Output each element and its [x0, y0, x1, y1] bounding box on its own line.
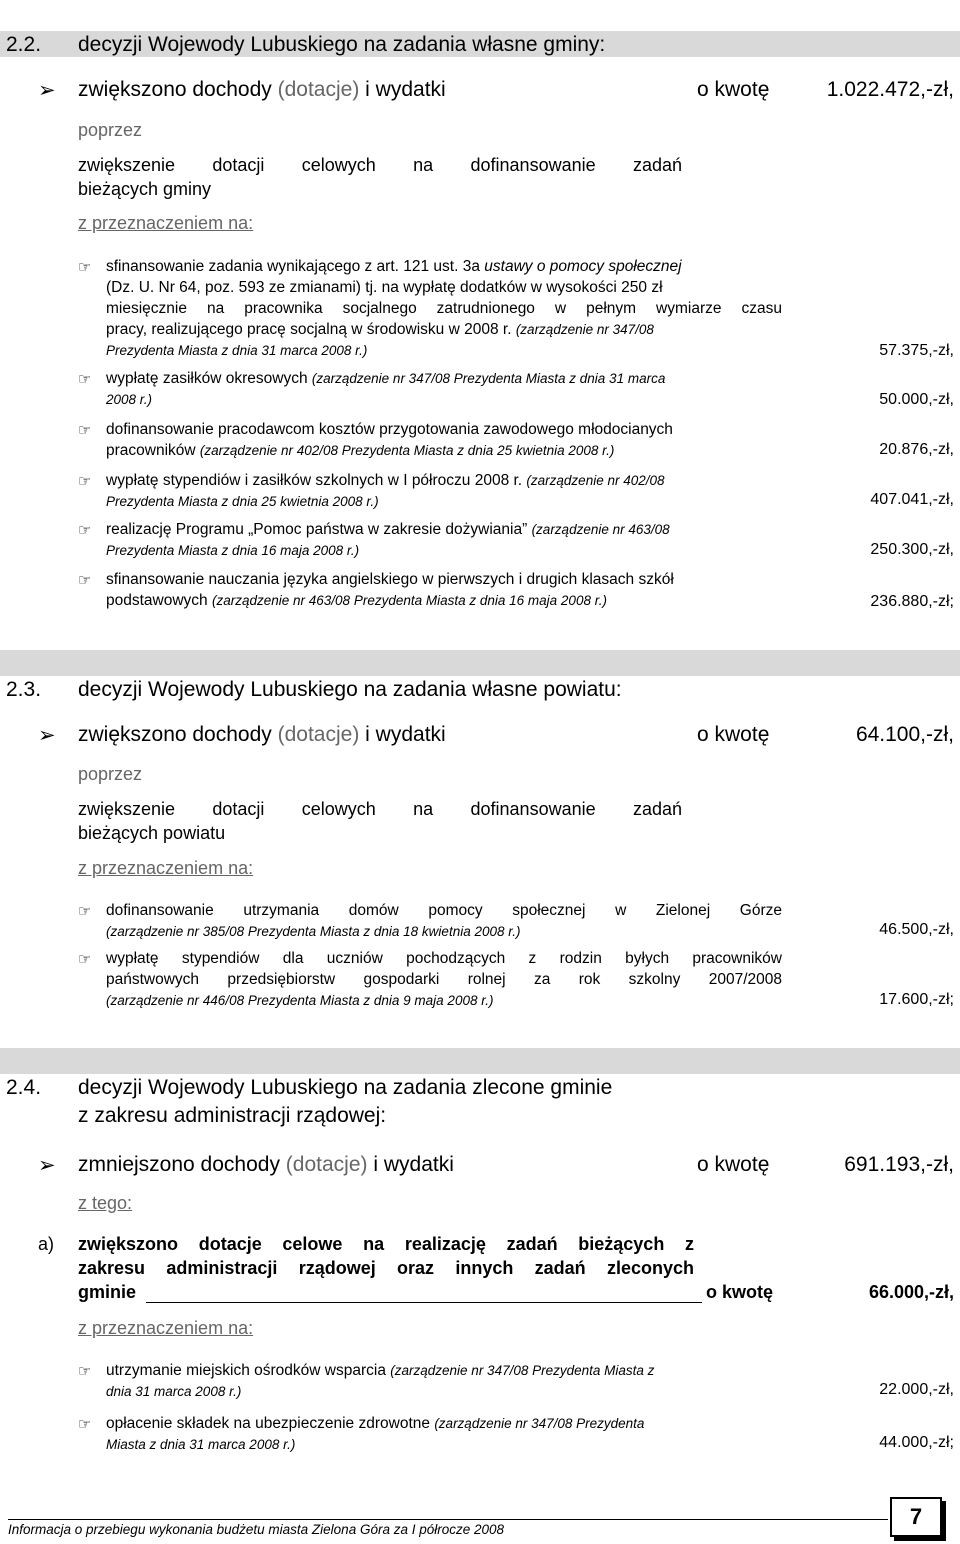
- item-amount: 17.600,-zł;: [879, 991, 954, 1008]
- item-amount: 44.000,-zł;: [879, 1434, 954, 1451]
- total-amount: 1.022.472,-zł,: [826, 78, 954, 101]
- purpose-label: z przeznaczeniem na:: [78, 1318, 254, 1338]
- description-2: bieżących powiatu: [78, 823, 226, 843]
- section-number: 2.4.: [6, 1076, 42, 1099]
- item-amount: 20.876,-zł,: [879, 441, 954, 458]
- poprzez-label: poprzez: [78, 120, 143, 140]
- description: zwiększenie dotacji celowych na dofinansowanie zadań: [78, 799, 682, 819]
- amount-label: o kwotę: [697, 78, 770, 101]
- z-tego-label: z tego:: [78, 1193, 133, 1213]
- footer-text: Informacja o przebiegu wykonania budżetu miasta Zielona Góra za I półrocze 2008: [8, 1522, 505, 1537]
- subitem-text-2: zakresu administracji rządowej oraz innych zadań zleconych: [78, 1258, 694, 1278]
- amount-label: o kwotę: [697, 1153, 770, 1176]
- list-item: opłacenie składek na ubezpieczenie zdrowotne (zarządzenie nr 347/08 Prezydenta Miasta z dnia 31 marca 2008 r.): [106, 1415, 645, 1452]
- item-amount: 57.375,-zł,: [879, 342, 954, 359]
- list-item: realizację Programu „Pomoc państwa w zakresie dożywiania” (zarządzenie nr 463/08 Prezydenta Miasta z dnia 16 maja 2008 r.): [106, 521, 670, 558]
- list-item: wypłatę stypendiów i zasiłków szkolnych w I półroczu 2008 r. (zarządzenie nr 402/08 Prezydenta Miasta z dnia 25 kwietnia 2008 r.): [106, 472, 665, 509]
- description-2: bieżących gminy: [78, 179, 212, 199]
- item-amount: 50.000,-zł,: [879, 391, 954, 408]
- subitem-text-3: gminie: [78, 1282, 137, 1302]
- page-number: 7: [890, 1497, 942, 1537]
- list-item: dofinansowanie utrzymania domów pomocy społecznej w Zielonej Górze (zarządzenie nr 385/08 Prezydenta Miasta z dnia 18 kwietnia 2008 r.): [106, 902, 782, 939]
- item-amount: 46.500,-zł,: [879, 921, 954, 938]
- section-title: decyzji Wojewody Lubuskiego na zadania własne powiatu:: [78, 678, 622, 701]
- total-amount: 691.193,-zł,: [844, 1153, 954, 1176]
- hand-pointer-icon: ☞: [78, 951, 92, 968]
- hand-pointer-icon: ☞: [78, 572, 92, 589]
- section-number: 2.2.: [6, 33, 42, 56]
- bullet-text: zmniejszono dochody (dotacje) i wydatki: [78, 1153, 454, 1176]
- poprzez-label: poprzez: [78, 764, 143, 784]
- hand-pointer-icon: ☞: [78, 1416, 92, 1433]
- bullet-text: zwiększono dochody (dotacje) i wydatki: [78, 723, 446, 746]
- hand-pointer-icon: ☞: [78, 522, 92, 539]
- list-item: sfinansowanie zadania wynikającego z art. 121 ust. 3a ustawy o pomocy społecznej (Dz. U. Nr 64, poz. 593 ze zmianami) tj. na wypłatę dodatków w wysokości 250 zł miesięcznie na pracownika socjalnego zatrudnionego w pełnym wymiarze czasu pracy, realizującego pracę socjalną w środowisku w 2008 r. (zarządzenie nr 347/08 Prezydenta Miasta z dnia 31 marca 2008 r.): [106, 258, 782, 358]
- item-amount: 22.000,-zł,: [879, 1381, 954, 1398]
- list-item: dofinansowanie pracodawcom kosztów przygotowania zawodowego młodocianych pracowników (zarządzenie nr 402/08 Prezydenta Miasta z dnia 25 kwietnia 2008 r.): [106, 421, 673, 459]
- item-amount: 236.880,-zł;: [870, 593, 954, 610]
- fill-line: [146, 1302, 702, 1303]
- section-bar: [0, 1048, 960, 1074]
- item-amount: 407.041,-zł,: [870, 491, 954, 508]
- purpose-label: z przeznaczeniem na:: [78, 213, 254, 233]
- section-title: decyzji Wojewody Lubuskiego na zadania zlecone gminie: [78, 1076, 613, 1099]
- item-letter: a): [38, 1234, 55, 1254]
- subitem-amount: 66.000,-zł,: [868, 1282, 954, 1302]
- subitem-text: zwiększono dotacje celowe na realizację zadań bieżących z: [78, 1234, 694, 1254]
- section-number: 2.3.: [6, 678, 42, 701]
- hand-pointer-icon: ☞: [78, 371, 92, 388]
- hand-pointer-icon: ☞: [78, 903, 92, 920]
- hand-pointer-icon: ☞: [78, 259, 92, 276]
- section-bar: [0, 650, 960, 676]
- list-item: utrzymanie miejskich ośrodków wsparcia (zarządzenie nr 347/08 Prezydenta Miasta z dnia 31 marca 2008 r.): [106, 1362, 655, 1399]
- total-amount: 64.100,-zł,: [855, 723, 954, 746]
- arrow-bullet-icon: ➢: [38, 79, 56, 102]
- arrow-bullet-icon: ➢: [38, 724, 56, 747]
- footer-rule: [8, 1519, 888, 1520]
- list-item: sfinansowanie nauczania języka angielskiego w pierwszych i drugich klasach szkół podstawowych (zarządzenie nr 463/08 Prezydenta Miasta z dnia 16 maja 2008 r.): [106, 571, 674, 609]
- bullet-text: zwiększono dochody (dotacje) i wydatki: [78, 78, 446, 101]
- hand-pointer-icon: ☞: [78, 422, 92, 439]
- section-title-2: z zakresu administracji rządowej:: [78, 1104, 387, 1127]
- amount-label: o kwotę: [706, 1282, 774, 1302]
- list-item: wypłatę zasiłków okresowych (zarządzenie nr 347/08 Prezydenta Miasta z dnia 31 marca 2008 r.): [106, 370, 666, 407]
- purpose-label: z przeznaczeniem na:: [78, 858, 254, 878]
- list-item: wypłatę stypendiów dla uczniów pochodzących z rodzin byłych pracowników państwowych przedsiębiorstw gospodarki rolnej za rok szkolny 2007/2008 (zarządzenie nr 446/08 Prezydenta Miasta z dnia 9 maja 2008 r.): [106, 950, 782, 1008]
- hand-pointer-icon: ☞: [78, 1363, 92, 1380]
- section-title: decyzji Wojewody Lubuskiego na zadania własne gminy:: [78, 33, 606, 56]
- description: zwiększenie dotacji celowych na dofinansowanie zadań: [78, 155, 682, 175]
- arrow-bullet-icon: ➢: [38, 1154, 56, 1177]
- amount-label: o kwotę: [697, 723, 770, 746]
- hand-pointer-icon: ☞: [78, 473, 92, 490]
- item-amount: 250.300,-zł,: [870, 541, 954, 558]
